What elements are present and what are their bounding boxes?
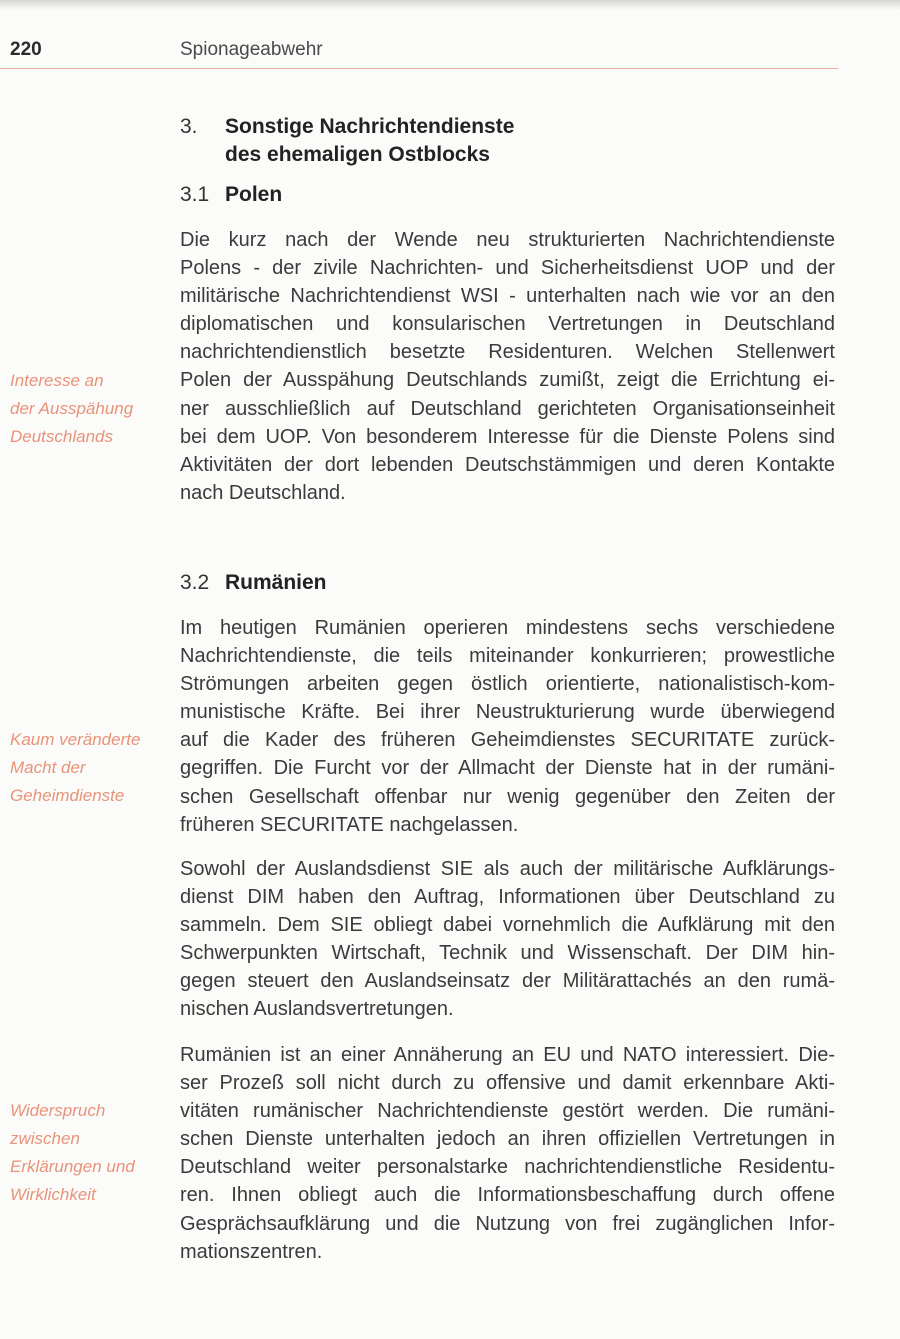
margin-note-line: der Ausspähung [10,399,134,419]
paragraph-line: nach Deutschland. [180,481,346,504]
paragraph-line: Die kurz nach der Wende neu strukturierten Nachrichtendienste [180,229,835,251]
paragraph-line: munistische Kräfte. Bei ihrer Neustrukturierung wurde überwiegend [180,701,835,724]
paragraph-line: Polen der Ausspähung Deutschlands zumißt, zeigt die Errichtung ei- [180,369,835,392]
paragraph-line: Gesprächsaufklärung und die Nutzung von frei zugänglichen Infor- [180,1212,835,1235]
paragraph-line: Rumänien ist an einer Annäherung an EU und NATO interessiert. Die- [180,1044,835,1066]
paragraph-line: ren. Ihnen obliegt auch die Informationsbeschaffung durch offene [180,1184,835,1207]
paragraph-line: diplomatischen und konsularischen Vertretungen in Deutschland [180,313,835,336]
paragraph-line: Nachrichtendienste, die teils miteinander konkurrieren; prowestliche [180,645,835,668]
scan-edge-shadow [0,0,900,10]
page-number: 220 [10,39,42,60]
paragraph-line: ner ausschließlich auf Deutschland gerichteten Organisationseinheit [180,397,835,420]
section-title: Rumänien [225,571,327,594]
paragraph-line: früheren SECURITATE nachgelassen. [180,813,519,836]
margin-note-line: Widerspruch [10,1101,106,1120]
paragraph-line: vitäten rumänischer Nachrichtendienste gestört werden. Die rumäni- [180,1100,835,1123]
running-title: Spionageabwehr [180,39,323,60]
margin-note-line: Interesse an [10,371,104,390]
margin-note [10,1097,175,1209]
paragraph-line: Polens - der zivile Nachrichten- und Sicherheitsdienst UOP und der [180,257,835,280]
paragraph-line: Deutschland weiter personalstarke nachrichtendienstliche Residentu- [180,1156,835,1179]
paragraph-line: gegriffen. Die Furcht vor der Allmacht der Dienste hat in der rumäni- [180,757,835,780]
paragraph-line: militärische Nachrichtendienst WSI - unterhalten nach wie vor an den [180,285,835,308]
margin-note-line: Geheimdienste [10,786,125,806]
section-number: 3.2 [180,571,210,594]
paragraph-line: schen Dienste unterhalten jedoch an ihren offiziellen Vertretungen in [180,1128,835,1151]
paragraph-line: Schwerpunkten Wirtschaft, Technik und Wissenschaft. Der DIM hin- [180,942,835,965]
paragraph-line: nischen Auslandsvertretungen. [180,998,454,1021]
margin-note [10,367,175,451]
margin-note-line: Macht der [10,758,86,778]
paragraph-line: gegen steuert den Auslandseinsatz der Militärattachés an den rumä- [180,970,835,993]
section-title: Sonstige Nachrichtendienste [225,115,515,138]
paragraph-line: Sowohl der Auslandsdienst SIE als auch der militärische Aufklärungs- [180,858,835,880]
paragraph-line: auf die Kader des früheren Geheimdienstes SECURITATE zurück- [180,729,835,752]
margin-note-line: Erklärungen und [10,1157,135,1177]
paragraph-line: Im heutigen Rumänien operieren mindestens sechs verschiedene [180,617,835,639]
paragraph-line: sammeln. Dem SIE obliegt dabei vornehmlich die Aufklärung mit den [180,914,835,937]
paragraph-line: mationszentren. [180,1240,323,1263]
header-rule [0,68,838,69]
margin-note-line: Kaum veränderte [10,730,141,749]
paragraph-line: ser Prozeß soll nicht durch zu offensive und damit erkennbare Akti- [180,1072,835,1095]
paragraph-line: schen Gesellschaft offenbar nur wenig gegenüber den Zeiten der [180,785,835,808]
paragraph-line: Aktivitäten der dort lebenden Deutschstämmigen und deren Kontakte [180,453,835,476]
margin-note-line: Wirklichkeit [10,1185,96,1205]
paragraph [180,614,835,839]
paragraph-line: dienst DIM haben den Auftrag, Informationen über Deutschland zu [180,886,835,909]
paragraph [180,855,835,1024]
section-title: Polen [225,183,283,206]
section-title-continued: des ehemaligen Ostblocks [225,143,490,166]
paragraph-line: nachrichtendienstlich besetzte Residenturen. Welchen Stellenwert [180,341,835,364]
paragraph-line: Strömungen arbeiten gegen östlich orientierte, nationalistisch-kom- [180,673,835,696]
margin-note-line: Deutschlands [10,427,114,447]
section-3-2-heading [180,569,835,597]
section-3-heading [180,113,835,169]
section-number: 3. [180,115,198,138]
paragraph-line: bei dem UOP. Von besonderem Interesse für die Dienste Polens sind [180,425,835,448]
paragraph [180,1041,835,1266]
section-3-1-heading [180,181,835,209]
margin-note [10,726,175,810]
paragraph [180,226,835,507]
section-number: 3.1 [180,183,210,206]
margin-note-line: zwischen [10,1129,80,1149]
